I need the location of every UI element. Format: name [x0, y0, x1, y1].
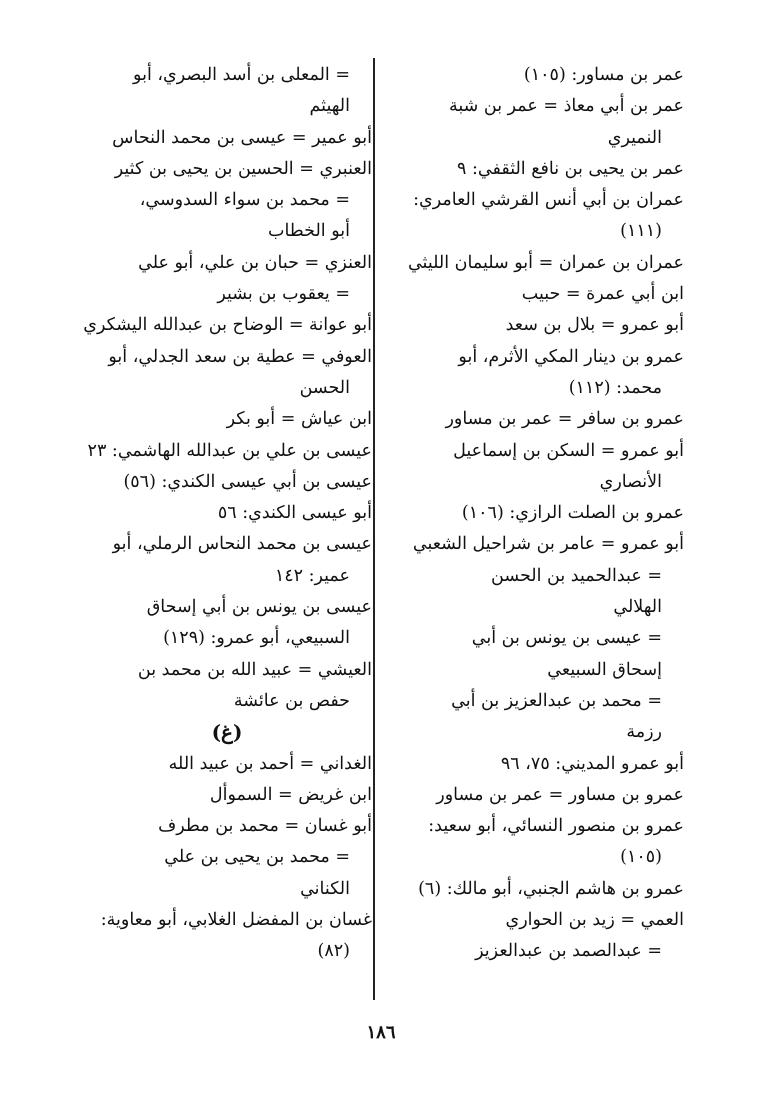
index-entry-line: الهيثم: [309, 96, 350, 117]
column-divider: [373, 58, 375, 1000]
index-entry-line: = المعلى بن أسد البصري، أبو: [133, 65, 350, 85]
index-entry-line: = عبدالحميد بن الحسن: [491, 565, 662, 586]
index-entry-line: أبو عمرو المديني: ٧٥، ٩٦: [500, 753, 684, 774]
index-entry-line: عمير: ١٤٢: [274, 565, 350, 586]
index-entry-line: رزمة: [626, 722, 662, 743]
index-entry-line: أبو عمرو = عامر بن شراحيل الشعبي: [412, 534, 684, 555]
index-entry-line: = محمد بن سواء السدوسي،: [139, 190, 350, 211]
index-entry-line: = محمد بن يحيى بن علي: [164, 847, 350, 868]
index-entry-line: أبو عمير = عيسى بن محمد النحاس: [112, 127, 372, 148]
index-entry-line: عمرو بن الصلت الرازي: (١٠٦): [461, 503, 684, 524]
index-entry-line: غسان بن المفضل الغلابي، أبو معاوية:: [100, 910, 372, 931]
index-entry-line: أبو غسان = محمد بن مطرف: [158, 816, 372, 837]
index-entry-line: العوفي = عطية بن سعد الجدلي، أبو: [108, 346, 372, 367]
index-entry-line: أبو عمرو = بلال بن سعد: [505, 315, 684, 336]
index-entry-line: = عبدالصمد بن عبدالعزيز: [475, 941, 662, 962]
index-entry-line: عيسى بن أبي عيسى الكندي: (٥٦): [123, 471, 372, 492]
index-entry-line: عمران بن أبي أنس القرشي العامري:: [413, 190, 684, 211]
index-entry-line: عيسى بن محمد النحاس الرملي، أبو: [112, 534, 372, 555]
index-entry-line: عمرو بن منصور النسائي، أبو سعيد:: [428, 816, 684, 837]
index-entry-line: محمد: (١١٢): [568, 377, 662, 398]
index-entry-line: عيسى بن علي بن عبدالله الهاشمي: ٢٣: [87, 440, 372, 461]
index-entry-line: حفص بن عائشة: [233, 690, 350, 711]
index-entry-line: = محمد بن عبدالعزيز بن أبي: [451, 690, 662, 711]
index-entry-line: العنزي = حبان بن علي، أبو علي: [138, 252, 372, 273]
index-entry-line: أبو الخطاب: [268, 221, 350, 242]
index-entry-line: ابن أبي عمرة = حبيب: [521, 284, 684, 305]
index-entry-line: أبو عوانة = الوضاح بن عبدالله اليشكري: [83, 315, 372, 336]
index-entry-line: (٨٢): [317, 941, 350, 962]
index-entry-line: عمرو بن مساور = عمر بن مساور: [436, 784, 684, 805]
index-entry-line: = يعقوب بن بشير: [217, 284, 350, 305]
index-entry-line: عمرو بن هاشم الجنبي، أبو مالك: (٦): [418, 878, 684, 899]
index-entry-line: إسحاق السبيعي: [547, 659, 662, 680]
index-entry-line: ابن عياش = أبو بكر: [226, 409, 372, 430]
index-entry-line: (١٠٥): [620, 847, 662, 868]
index-entry-line: الحسن: [299, 377, 350, 398]
index-entry-line: عمرو بن سافر = عمر بن مساور: [445, 409, 684, 430]
index-entry-line: = عيسى بن يونس بن أبي: [471, 628, 662, 649]
index-entry-line: عمران بن عمران = أبو سليمان الليثي: [407, 252, 684, 273]
index-entry-line: عمرو بن دينار المكي الأثرم، أبو: [458, 346, 684, 367]
index-entry-line: الكناني: [300, 878, 350, 899]
index-entry-line: عمر بن أبي معاذ = عمر بن شبة: [448, 96, 684, 117]
index-entry-line: أبو عمرو = السكن بن إسماعيل: [453, 440, 684, 461]
index-entry-line: عيسى بن يونس بن أبي إسحاق: [146, 597, 372, 618]
index-column-left: [82, 60, 372, 968]
index-entry-line: الأنصاري: [599, 471, 662, 492]
index-entry-line: العيشي = عبيد الله بن محمد بن: [137, 659, 372, 680]
index-entry-line: عمر بن مساور: (١٠٥): [523, 65, 684, 85]
page-number: ١٨٦: [366, 1022, 396, 1043]
index-entry-line: عمر بن يحيى بن نافع الثقفي: ٩: [457, 158, 684, 179]
index-entry-line: الهلالي: [613, 597, 662, 618]
index-entry-line: ابن غريض = السموأل: [209, 784, 372, 805]
index-entry-line: العنبري = الحسين بن يحيى بن كثير: [114, 158, 372, 179]
index-column-right: [388, 60, 684, 968]
index-entry-line: أبو عيسى الكندي: ٥٦: [217, 503, 372, 524]
section-letter-heading: (غ): [211, 720, 243, 745]
index-entry-line: الغداني = أحمد بن عبيد الله: [168, 753, 372, 774]
index-entry-line: العمي = زيد بن الحواري: [505, 910, 684, 931]
index-entry-line: (١١١): [620, 221, 662, 242]
index-entry-line: النميري: [607, 127, 662, 148]
index-entry-line: السبيعي، أبو عمرو: (١٢٩): [163, 628, 350, 649]
